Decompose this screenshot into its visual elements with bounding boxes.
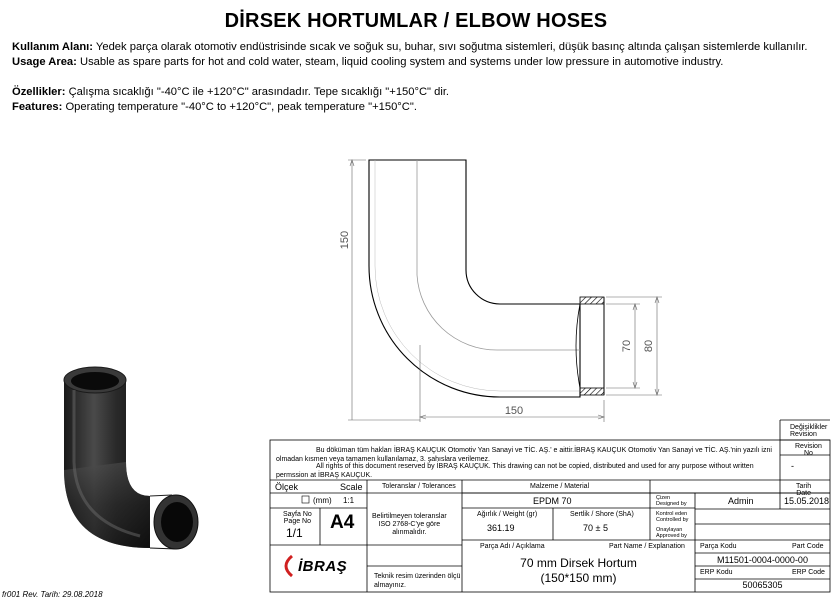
usage-area-tr-label: Kullanım Alanı: <box>12 41 94 53</box>
dim-width-label: 150 <box>504 405 524 417</box>
part-name-en-label: Part Name / Explanation <box>609 543 685 550</box>
scale-label: Scale <box>340 482 363 492</box>
ibras-logo-mark <box>286 556 292 576</box>
features-en-text: Operating temperature "-40°C to +120°C", peak temperature "+150°C". <box>62 101 417 113</box>
footer-revision: fr001 Rev. Tarih: 29.08.2018 <box>2 590 103 599</box>
elbow-centreline <box>417 160 580 350</box>
features-tr-text: Çalışma sıcaklığı "-40°C ile +120°C" arasındadır. Tepe sıcaklığı "+150°C" dir. <box>65 86 450 98</box>
material-value: EPDM 70 <box>533 496 572 506</box>
dim-outer-label: 80 <box>643 339 655 353</box>
material-label: Malzeme / Material <box>530 483 590 490</box>
drawn-by-value: Admin <box>728 496 754 506</box>
paper-size: A4 <box>330 512 355 533</box>
dim-inner-label: 70 <box>621 339 633 353</box>
part-code-value: M11501-0004-0000-00 <box>717 555 808 565</box>
page-no-value: 1/1 <box>286 526 303 540</box>
revision-no-label: Revision No <box>795 443 822 457</box>
hardness-value: 70 ± 5 <box>583 523 608 533</box>
hose-render <box>64 367 198 549</box>
tolerances-label: Toleranslar / Tolerances <box>382 483 456 490</box>
features-en-label: Features: <box>12 101 63 113</box>
weight-value: 361.19 <box>487 523 515 533</box>
dim-height <box>348 160 420 420</box>
olcek-label: Ölçek <box>275 482 299 492</box>
part-code-en-label: Part Code <box>792 543 824 550</box>
ibras-logo: İBRAŞ <box>298 558 348 575</box>
page-no-label: Sayfa No Page No <box>283 511 312 525</box>
usage-area-en-text: Usable as spare parts for hot and cold water, steam, liquid cooling system and systems under low pressure in automotive industry. <box>76 56 724 68</box>
features-tr-label: Özellikler: <box>12 86 66 98</box>
date-header: Tarih Date <box>796 483 812 497</box>
controlled-by-label: Kontrol eden Controlled by <box>656 511 689 523</box>
approved-by-label: Onaylayan Approved by <box>656 527 687 539</box>
tech-note: Teknik resim üzerinden ölçü almayınız. <box>374 573 461 589</box>
unit-label: (mm) <box>313 496 332 505</box>
dim-height-label: 150 <box>339 230 351 250</box>
revision-header: Değişiklikler Revision <box>790 424 828 438</box>
copyright-en: All rights of this document reserved by İBRAŞ KAUÇUK. This drawing can not be copied, distributed and used for any purpose without written permssion at İBRAŞ KAUÇUK. <box>276 463 754 479</box>
revision-dash: - <box>791 461 794 471</box>
date-value: 15.05.2018 <box>784 496 830 506</box>
part-code-tr-label: Parça Kodu <box>700 543 737 550</box>
usage-area-en-label: Usage Area: <box>12 56 77 68</box>
part-name-value: 70 mm Dirsek Hortum (150*150 mm) <box>520 556 637 585</box>
tolerance-note: Belirtilmeyen toleranslar ISO 2768-C'ye göre alınmalıdır. <box>372 513 447 536</box>
copyright-tr: Bu döküman tüm hakları İBRAŞ KAUÇUK Otomotiv Yan Sanayi ve TİC. AŞ.' e aittir.İBRAŞ KAUÇUK Otomotiv Yan Sanayi ve TİC. AŞ.'nin yazılı izni olmadan kısmen veya tamamen kullanılamaz, 3. şahıslara verilemez. <box>276 447 772 463</box>
elbow-outline <box>369 160 580 397</box>
usage-area-tr-text: Yedek parça olarak otomotiv endüstrisinde sıcak ve soğuk su, buhar, sıvı soğutma sistemleri, düşük basınç altında çalışan sistemlerde kullanılır. <box>93 41 808 53</box>
erp-tr-label: ERP Kodu <box>700 569 733 576</box>
erp-code-value: 50065305 <box>742 580 783 590</box>
weight-label: Ağırlık / Weight (gr) <box>477 511 538 518</box>
erp-en-label: ERP Code <box>792 569 825 576</box>
scale-value: 1:1 <box>343 496 355 505</box>
part-name-tr-label: Parça Adı / Açıklama <box>480 543 545 550</box>
hardness-label: Sertlik / Shore (ShA) <box>570 511 634 518</box>
drawn-by-label: Çizen Designed by <box>656 495 687 507</box>
page-title: DİRSEK HORTUMLAR / ELBOW HOSES <box>224 10 608 32</box>
